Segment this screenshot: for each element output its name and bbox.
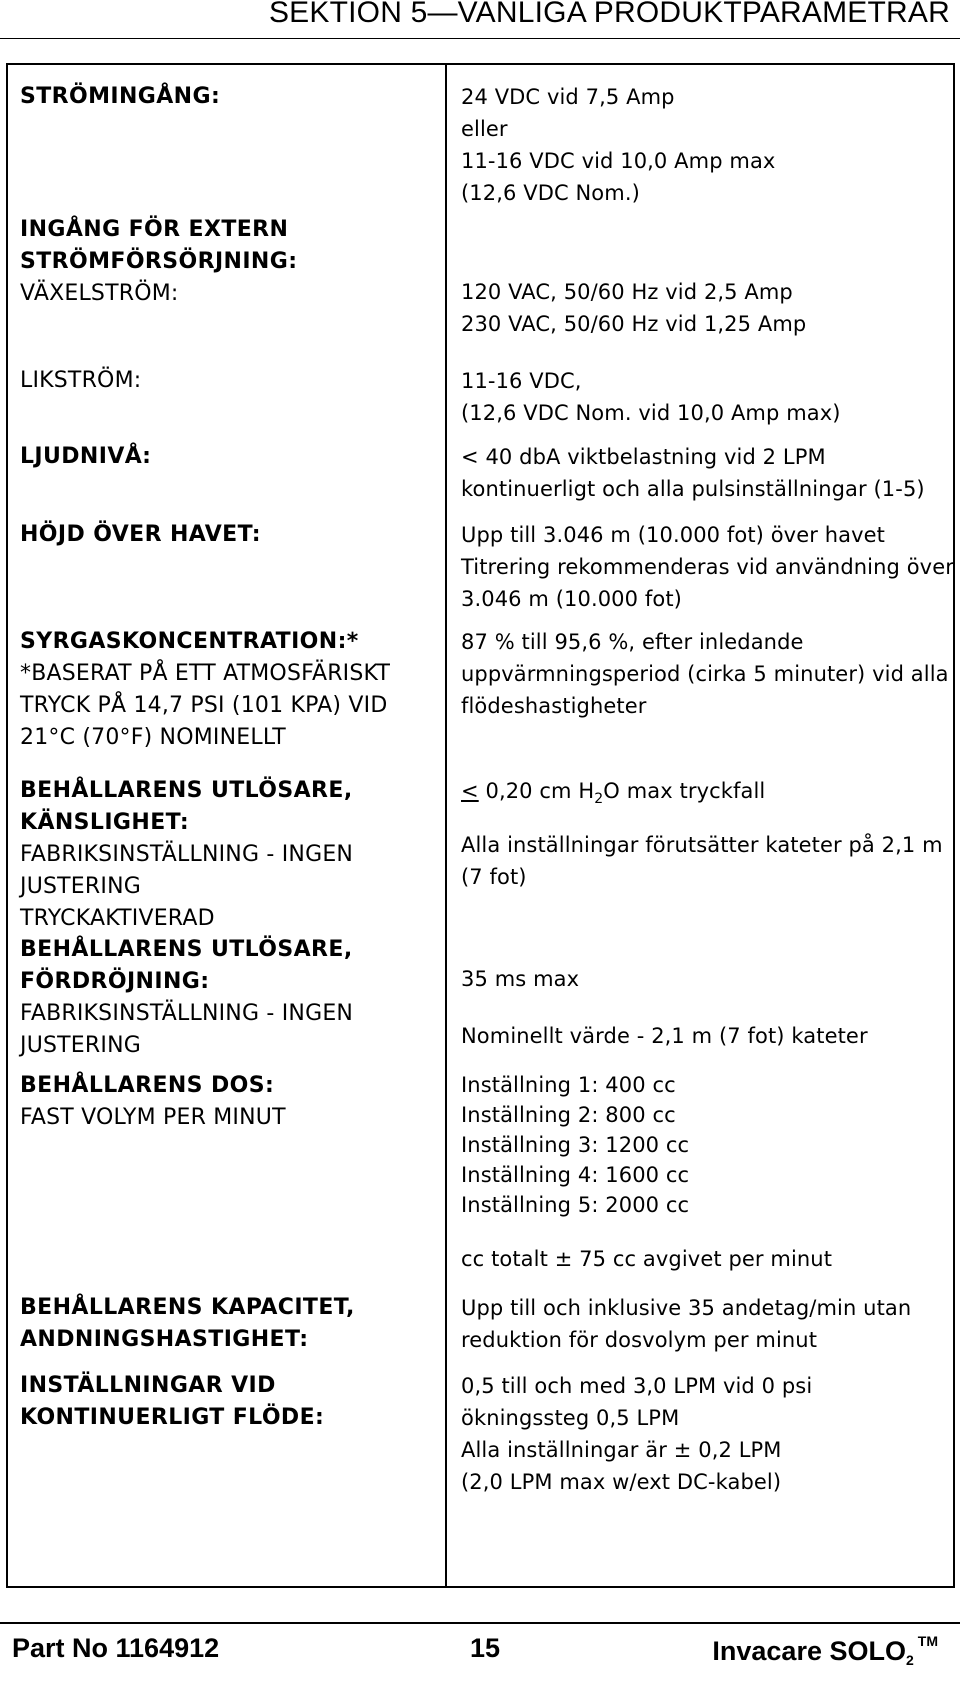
value-oxygen-concentration: 87 % till 95,6 %, efter inledande uppvärmningsperiod (cirka 5 minuter) vid alla flödeshastigheter — [461, 630, 949, 718]
label-external-ac: INGÅNG FÖR EXTERN STRÖMFÖRSÖRJNING: VÄXELSTRÖM: — [20, 217, 298, 306]
footer-part-number: Part No 1164912 — [12, 1633, 220, 1663]
column-divider — [445, 65, 447, 1586]
label-oxygen-concentration: SYRGASKONCENTRATION:* *BASERAT PÅ ETT ATMOSFÄRISKT TRYCK PÅ 14,7 PSI (101 KPA) VID 21°C (70°F) NOMINELLT — [20, 629, 391, 750]
section-header: SEKTION 5—VANLIGA PRODUKTPARAMETRAR — [268, 0, 950, 29]
value-capacity: Upp till och inklusive 35 andetag/min utan reduktion för dosvolym per minut — [461, 1296, 912, 1352]
footer-page-number: 15 — [470, 1633, 501, 1663]
value-trigger-sensitivity: < 0,20 cm $H_2O$ max tryckfall Alla inställningar förutsätter kateter på 2,1 m (7 fot) — [461, 775, 953, 893]
header-rule — [0, 38, 960, 39]
spec-table — [6, 63, 955, 1588]
value-trigger-delay: 35 ms max Nominellt värde - 2,1 m (7 fot) kateter — [461, 967, 868, 1048]
value-power-input: 24 VDC vid 7,5 Amp eller 11-16 VDC vid 10,0 Amp max (12,6 VDC Nom.) — [461, 85, 776, 205]
footer-rule — [0, 1622, 960, 1624]
label-altitude: HÖJD ÖVER HAVET: — [20, 522, 261, 547]
value-noise: < 40 dbA viktbelastning vid 2 LPM kontinuerligt och alla pulsinställningar (1-5) — [461, 445, 925, 501]
label-trigger-delay: BEHÅLLARENS UTLÖSARE, FÖRDRÖJNING: FABRIKSINSTÄLLNING - INGEN JUSTERING — [20, 937, 354, 1058]
value-external-ac: 120 VAC, 50/60 Hz vid 2,5 Amp 230 VAC, 50/60 Hz vid 1,25 Amp — [461, 280, 807, 336]
label-continuous-flow: INSTÄLLNINGAR VID KONTINUERLIGT FLÖDE: — [20, 1373, 325, 1430]
value-dose: Inställning 1: 400 cc Inställning 2: 800 cc Inställning 3: 1200 cc Inställning 4: 1600 cc Inställning 5: 2000 cc cc totalt ± 75 cc avgivet per minut — [461, 1073, 833, 1271]
footer-brand: Invacare $SOLO_2™$ — [712, 1633, 938, 1668]
label-noise: LJUDNIVÅ: — [20, 444, 152, 469]
value-altitude: Upp till 3.046 m (10.000 fot) över havet Titrering rekommenderas vid användning över 3.046 m (10.000 fot) — [461, 523, 954, 611]
label-capacity: BEHÅLLARENS KAPACITET, ANDNINGSHASTIGHET: — [20, 1295, 355, 1352]
label-power-input: STRÖMINGÅNG: — [20, 84, 221, 109]
label-dc: LIKSTRÖM: — [20, 368, 142, 393]
value-continuous-flow: 0,5 till och med 3,0 LPM vid 0 psi ökningssteg 0,5 LPM Alla inställningar är ± 0,2 LPM (2,0 LPM max w/ext DC-kabel) — [461, 1374, 813, 1494]
label-trigger-sensitivity: BEHÅLLARENS UTLÖSARE, KÄNSLIGHET: FABRIKSINSTÄLLNING - INGEN JUSTERING TRYCKAKTIVERAD — [20, 778, 354, 931]
pressure-drop: < 0,20 cm $H_2O$ max tryckfall — [461, 779, 766, 807]
value-dc: 11-16 VDC, (12,6 VDC Nom. vid 10,0 Amp max) — [461, 369, 841, 425]
label-dose: BEHÅLLARENS DOS: FAST VOLYM PER MINUT — [20, 1073, 286, 1130]
